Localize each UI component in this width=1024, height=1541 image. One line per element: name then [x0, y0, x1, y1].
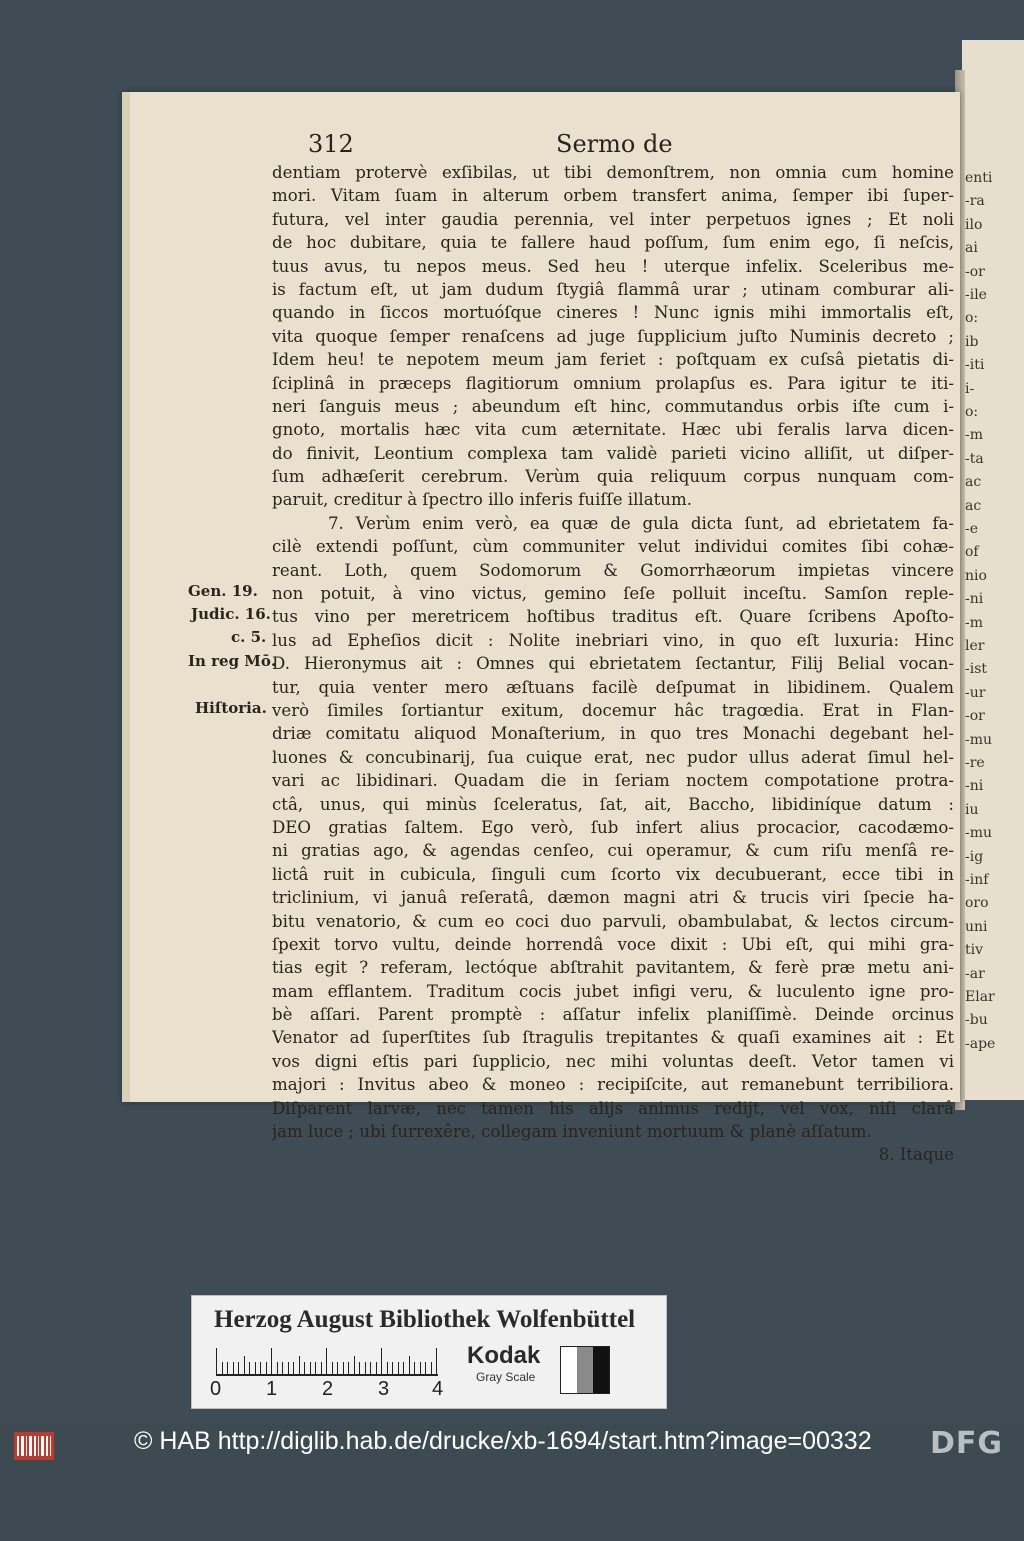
- gray-scale-label: Gray Scale: [476, 1370, 536, 1384]
- text-line: verò ſimiles ſortiantur exitum, docemur hâc tragœdia. Erat in Flan-: [272, 700, 954, 720]
- next-page-fragment: -ig: [965, 848, 984, 865]
- next-page-fragment: -ist: [965, 661, 988, 678]
- next-page-fragment: -ape: [965, 1035, 996, 1052]
- ruler-tick: [436, 1348, 437, 1374]
- text-line: DEO gratias ſaltem. Ego verò, ſub infert alius procacior, cacodæmo-: [272, 817, 954, 837]
- ruler-tick: [409, 1356, 410, 1374]
- next-page-fragment: -ni: [965, 591, 984, 608]
- ruler-tick: [414, 1362, 415, 1374]
- ruler-tick: [238, 1362, 239, 1374]
- next-page-fragment: -ra: [965, 193, 985, 210]
- page-edge-shadow: [122, 92, 130, 1102]
- ruler-tick: [321, 1362, 322, 1374]
- next-page-fragment: ac: [965, 474, 982, 491]
- text-line: bitu venatorio, & cum eo coci duo parvuli, obambulabat, & lectos circum-: [272, 911, 954, 931]
- ruler-number: 2: [322, 1378, 334, 1400]
- dfg-logo: DFG: [930, 1426, 1004, 1461]
- ruler-tick: [315, 1362, 316, 1374]
- next-page-fragment: -mu: [965, 825, 993, 842]
- next-page-fragment: -iti: [965, 357, 985, 374]
- margin-note-inreg: In reg Mō.: [188, 652, 277, 670]
- ruler-tick: [216, 1348, 217, 1374]
- next-page-fragment: uni: [965, 918, 988, 935]
- ruler-tick: [359, 1362, 360, 1374]
- gray-swatch: [560, 1346, 610, 1394]
- ruler-tick: [431, 1362, 432, 1374]
- ruler-tick: [249, 1362, 250, 1374]
- text-line: futura, vel inter gaudia perennia, vel inter perpetuos ignes ; Et noli: [272, 209, 954, 229]
- ruler-tick: [310, 1362, 311, 1374]
- next-page-fragment: tiv: [965, 942, 984, 959]
- next-page-fragment: nio: [965, 567, 987, 584]
- next-page-fragment: -or: [965, 263, 985, 280]
- next-page-fragment: ilo: [965, 216, 983, 233]
- ruler-tick: [271, 1348, 272, 1374]
- margin-note-cap: c. 5.: [231, 628, 267, 646]
- text-line: reant. Loth, quem Sodomorum & Gomorrhæorum impietas vincere: [272, 560, 954, 580]
- ruler-tick: [365, 1362, 366, 1374]
- ruler-tick: [392, 1362, 393, 1374]
- ruler-tick: [222, 1362, 223, 1374]
- text-line: ni gratias ago, & agendas cenſeo, cui operamur, & cum riſu menſâ re-: [272, 841, 954, 861]
- ruler-tick: [244, 1356, 245, 1374]
- library-name: Herzog August Bibliothek Wolfenbüttel: [214, 1306, 636, 1333]
- text-line: bè aſſari. Parent promptè : aſſatur infelix planiſſimè. Deinde orcinus: [272, 1005, 954, 1025]
- ruler-tick: [266, 1362, 267, 1374]
- ruler-tick: [260, 1362, 261, 1374]
- text-line: ſciplinâ in præceps flagitiorum omnium prolapſus es. Para igitur te iti-: [272, 373, 954, 393]
- ruler-tick: [387, 1362, 388, 1374]
- text-line: cilè extendi poſſunt, cùm communiter velut individui comites ſibi cohæ-: [272, 537, 954, 557]
- ruler-tick: [376, 1362, 377, 1374]
- text-line: vari ac libidinari. Quadam die in ſeriam noctem compotatione protra-: [272, 771, 954, 791]
- next-page-fragment: -ta: [965, 450, 984, 467]
- text-line: driæ comitatu aliquod Monaſterium, in quo tres Monachi degebant hel-: [272, 724, 954, 744]
- margin-note-historia: Hiſtoria.: [195, 699, 267, 717]
- text-line: luones & concubinarij, ſua cuique erat, nec pudor ullus aderat ſimul hel-: [272, 747, 954, 767]
- ruler-tick: [398, 1362, 399, 1374]
- text-line: vita quoque ſemper renaſcens ad juge ſupplicium juſto Numinis decreto ;: [272, 326, 954, 346]
- text-line: ctâ, unus, qui minùs ſceleratus, ſat, ait, Baccho, libidiníque datum :: [272, 794, 954, 814]
- text-line: ſpexit torvo vultu, deinde horrendâ voce dixit : Ubi eſt, qui mihi gra-: [272, 934, 954, 954]
- ruler-tick: [354, 1356, 355, 1374]
- next-page-fragment: enti: [965, 170, 993, 186]
- next-page-fragment: oro: [965, 895, 989, 912]
- next-page-fragment: i-: [965, 380, 975, 397]
- next-page-fragment: o:: [965, 310, 979, 327]
- text-line: tuus avus, tu nepos meus. Sed heu ! uterque infelix. Sceleribus me-: [272, 256, 954, 276]
- ruler-number: 0: [210, 1378, 222, 1400]
- text-line: tur, quia venter mero æſtuans facilè deſpumat in libidinem. Qualem: [272, 677, 954, 697]
- text-line: mam efflantem. Traditum cocis jubet infigi veru, & luculento igne pro-: [272, 981, 954, 1001]
- next-page-fragment: -inf: [965, 872, 989, 888]
- ruler-tick: [277, 1362, 278, 1374]
- next-page-fragment: -ni: [965, 778, 984, 795]
- next-page-fragment: -re: [965, 755, 985, 771]
- margin-note-judic: Judic. 16.: [191, 605, 271, 623]
- text-line: tias egit ? referam, lectóque abſtrahit pavitantem, & ferè præ metu ani-: [272, 958, 954, 978]
- ruler-tick: [425, 1362, 426, 1374]
- next-page-fragment: ac: [965, 497, 982, 514]
- copyright-url[interactable]: © HAB http://diglib.hab.de/drucke/xb-1694/start.htm?image=00332: [134, 1427, 872, 1455]
- ruler-tick: [255, 1362, 256, 1374]
- text-line: lictâ ruit in cubicula, ſinguli cum ſcorto vix decubuerant, ecce tibi in: [272, 864, 954, 884]
- next-page-fragment: -m: [965, 427, 984, 444]
- text-line: Idem heu! te nepotem meum jam feriet : poſtquam ex cuſsâ pietatis di-: [272, 350, 954, 370]
- ruler-tick: [299, 1356, 300, 1374]
- next-page-fragment: ler: [965, 638, 985, 654]
- text-line: vos digni eſtis pari ſupplicio, nec mihi voluntas deeſt. Vetor tamen vi: [272, 1051, 954, 1071]
- next-page-fragment: ai: [965, 240, 978, 257]
- ruler-tick: [348, 1362, 349, 1374]
- next-page-fragment: -ur: [965, 684, 986, 701]
- text-line: tus vino per meretricem hoſtibus traditus eſt. Quare ſcribens Apoſto-: [272, 607, 954, 627]
- ruler-tick: [227, 1362, 228, 1374]
- ruler-tick: [304, 1362, 305, 1374]
- next-page-fragment: -bu: [965, 1012, 988, 1029]
- text-line: Diſparent larvæ, nec tamen his alijs animus redijt, vel vox, niſi clarâ: [272, 1098, 954, 1118]
- catchword: 8. Itaque: [878, 1145, 954, 1165]
- page-number: 312: [308, 130, 354, 158]
- text-line: Venator ad ſuperſtites ſub ſtragulis trepitantes & quaſi examines ait : Et: [272, 1028, 954, 1048]
- ruler-tick: [370, 1362, 371, 1374]
- next-page-fragment: -ar: [965, 965, 985, 982]
- ruler-tick: [403, 1362, 404, 1374]
- next-page-fragment: Elar: [965, 989, 995, 1005]
- text-line: is factum eſt, ut jam dudum ſtygiâ flammâ urar ; utinam comburar ali-: [272, 279, 954, 299]
- text-line: non potuit, à vino victus, gemino ſeſe polluit inceſtu. Samſon reple-: [272, 584, 954, 604]
- text-line: lus ad Epheſios dicit : Nolite inebriari vino, in quo eſt luxuria: Hinc: [272, 630, 954, 650]
- ruler-number: 4: [432, 1378, 444, 1400]
- next-page-fragment: o:: [965, 404, 979, 420]
- text-line: quando in ſiccos mortuóſque cineres ! Nunc ignis mihi immortalis eſt,: [272, 303, 954, 323]
- text-line: de hoc dubitare, quia te fallere haud poſſum, ſum enim ego, ſi neſcis,: [272, 233, 954, 253]
- text-line: gnoto, mortalis hæc vita cum æternitate. Hæc ubi feralis larva dicen-: [272, 420, 954, 440]
- next-page-edge: [962, 40, 1024, 1100]
- running-title: Sermo de: [556, 130, 673, 158]
- page-body-text: [272, 161, 954, 1167]
- text-line: ſum adhæſerit cerebrum. Verùm quia reliquum corpus nunquam com-: [272, 467, 954, 487]
- text-line: paruit, creditur à ſpectro illo inferis fuiſſe illatum.: [272, 490, 692, 510]
- ruler-tick: [233, 1362, 234, 1374]
- ruler-number: 1: [266, 1378, 278, 1400]
- ruler-tick: [293, 1362, 294, 1374]
- next-page-fragment: ib: [965, 333, 979, 350]
- ruler-tick: [337, 1362, 338, 1374]
- measurement-ruler: [216, 1348, 438, 1376]
- text-line: mori. Vitam ſuam in alterum orbem transfert anima, ſemper ibi ſuper-: [272, 186, 954, 206]
- next-page-fragment: -or: [965, 708, 985, 725]
- next-page-fragment: of: [965, 544, 979, 561]
- text-line: jam luce ; ubi ſurrexêre, collegam inveniunt mortuum & planè aſſatum.: [272, 1122, 872, 1142]
- text-line: do finivit, Leontium complexa tam validè parieti vicino alliſit, ut diſper-: [272, 443, 954, 463]
- text-line: dentiam protervè exſibilas, ut tibi demonſtrem, non omnia cum homine: [272, 163, 954, 182]
- next-page-fragment: -ile: [965, 287, 987, 303]
- color-calibration-card: [191, 1295, 667, 1409]
- ruler-tick: [288, 1362, 289, 1374]
- next-page-fragment: -m: [965, 614, 984, 631]
- next-page-fragment: iu: [965, 801, 979, 818]
- ruler-tick: [381, 1348, 382, 1374]
- text-line: neri ſanguis meus ; abeundum eſt hinc, commutandus orbis iſte cum i-: [272, 396, 954, 416]
- kodak-logo: Kodak: [467, 1342, 541, 1369]
- next-page-fragment: -mu: [965, 731, 993, 748]
- ruler-tick: [282, 1362, 283, 1374]
- ruler-tick: [326, 1348, 327, 1374]
- ruler-tick: [420, 1362, 421, 1374]
- next-page-fragment: -e: [965, 521, 979, 537]
- ruler-number: 3: [378, 1378, 390, 1400]
- ruler-tick: [343, 1362, 344, 1374]
- ruler-tick: [332, 1362, 333, 1374]
- margin-note-gen: Gen. 19.: [188, 582, 258, 600]
- text-line: 7. Verùm enim verò, ea quæ de gula dicta ſunt, ad ebrietatem fa-: [328, 513, 954, 533]
- text-line: majori : Invitus abeo & moneo : recipiſcite, aut remanebunt terribiliora.: [272, 1075, 954, 1095]
- barcode-icon: [14, 1432, 54, 1460]
- text-line: triclinium, vi januâ reſeratâ, dæmon magni atri & trucis viri ſpecie ha-: [272, 888, 954, 908]
- text-line: D. Hieronymus ait : Omnes qui ebrietatem ſectantur, Filij Belial vocan-: [272, 654, 954, 674]
